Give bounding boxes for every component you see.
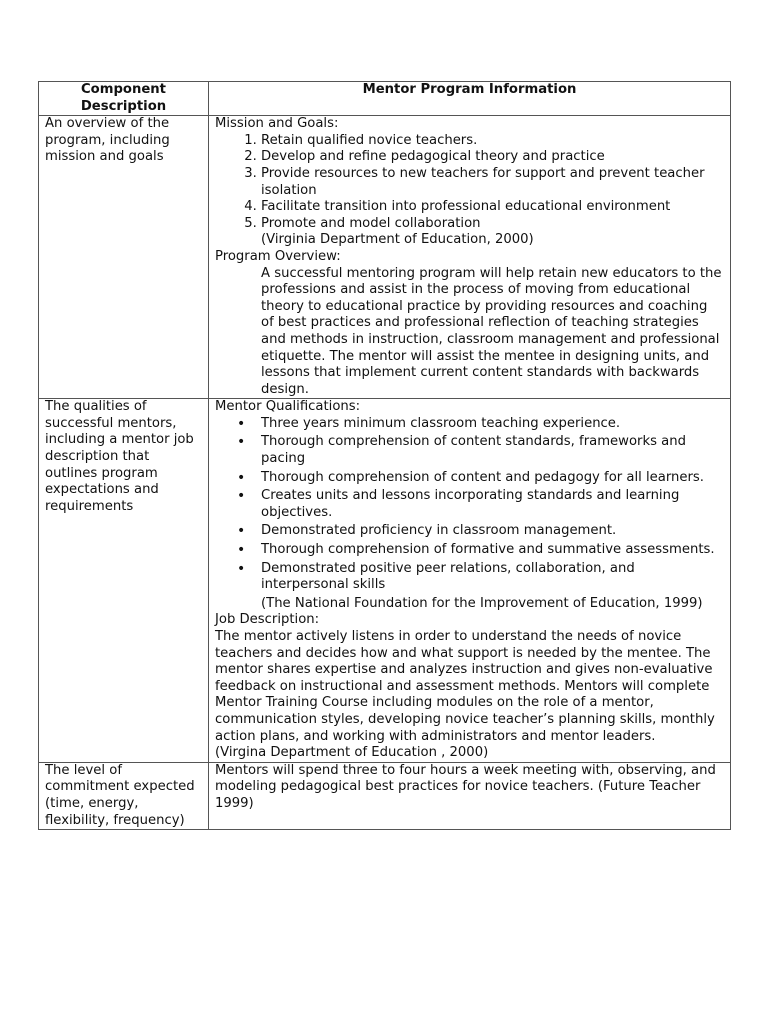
mentor-program-table bbox=[38, 81, 731, 830]
qualifications-citation: (The National Foundation for the Improvement of Education, 1999) bbox=[261, 595, 703, 611]
info-cell bbox=[209, 116, 731, 399]
list-item: 4. Facilitate transition into professional educational environment bbox=[261, 199, 724, 216]
overview-heading: Program Overview: bbox=[215, 248, 341, 264]
list-item: • Creates units and lessons incorporating standards and learning objectives. bbox=[261, 488, 724, 521]
table-row bbox=[39, 399, 731, 762]
job-heading: Job Description: bbox=[215, 612, 320, 628]
goals-list bbox=[215, 133, 724, 233]
info-cell bbox=[209, 399, 731, 762]
list-item: • Three years minimum classroom teaching experience. bbox=[261, 416, 724, 433]
qualifications-heading: Mentor Qualifications: bbox=[215, 399, 361, 415]
job-text: The mentor actively listens in order to understand the needs of novice teachers and decides how and what support is needed by the mentee. The mentor shares expertise and analyzes instruction and gives non-evaluative feedback on instructional and assessment methods. Mentors will complete Mentor Training Course including modules on the role of a mentor, communication styles, developing novice teacher’s planning skills, monthly action plans, and working with administrators and mentor leaders. bbox=[215, 629, 715, 744]
table-row bbox=[39, 116, 731, 399]
list-item: 1. Retain qualified novice teachers. bbox=[261, 133, 724, 150]
list-item: 3. Provide resources to new teachers for support and prevent teacher isolation bbox=[261, 166, 724, 199]
table-row bbox=[39, 762, 731, 829]
list-item: • Thorough comprehension of content and pedagogy for all learners. bbox=[261, 470, 724, 487]
column-header-info: Mentor Program Information bbox=[209, 82, 731, 116]
component-cell: An overview of the program, including mission and goals bbox=[39, 116, 209, 399]
list-item: • Demonstrated positive peer relations, collaboration, and interpersonal skills bbox=[261, 561, 724, 594]
column-header-component-line2: Description bbox=[80, 98, 167, 114]
list-item: • Thorough comprehension of content standards, frameworks and pacing bbox=[261, 434, 724, 467]
component-cell: The level of commitment expected (time, energy, flexibility, frequency) bbox=[39, 762, 209, 829]
info-cell: Mentors will spend three to four hours a week meeting with, observing, and modeling pedagogical best practices for novice teachers. (Future Teacher 1999) bbox=[209, 762, 731, 829]
list-item: • Demonstrated proficiency in classroom management. bbox=[261, 523, 724, 540]
column-header-component bbox=[39, 82, 209, 116]
list-item: • Thorough comprehension of formative and summative assessments. bbox=[261, 542, 724, 559]
overview-text: A successful mentoring program will help retain new educators to the professions and assist in the process of moving from educational theory to educational practice by providing resources and coaching of best practices and professional reflection of teaching strategies and methods in instruction, classroom management and professional etiquette. The mentor will assist the mentee in designing units, and lessons that implement current content standards with backwards design. bbox=[261, 265, 722, 397]
list-item: 5. Promote and model collaboration bbox=[261, 216, 724, 233]
component-cell: The qualities of successful mentors, including a mentor job description that outlines program expectations and requirements bbox=[39, 399, 209, 762]
mission-heading: Mission and Goals: bbox=[215, 116, 339, 132]
table-header-row bbox=[39, 82, 731, 116]
column-header-component-line1: Component bbox=[80, 82, 166, 97]
qualifications-list bbox=[215, 416, 724, 594]
job-citation: (Virgina Department of Education , 2000) bbox=[215, 745, 489, 761]
goals-citation: (Virginia Department of Education, 2000) bbox=[261, 232, 534, 248]
list-item: 2. Develop and refine pedagogical theory and practice bbox=[261, 149, 724, 166]
